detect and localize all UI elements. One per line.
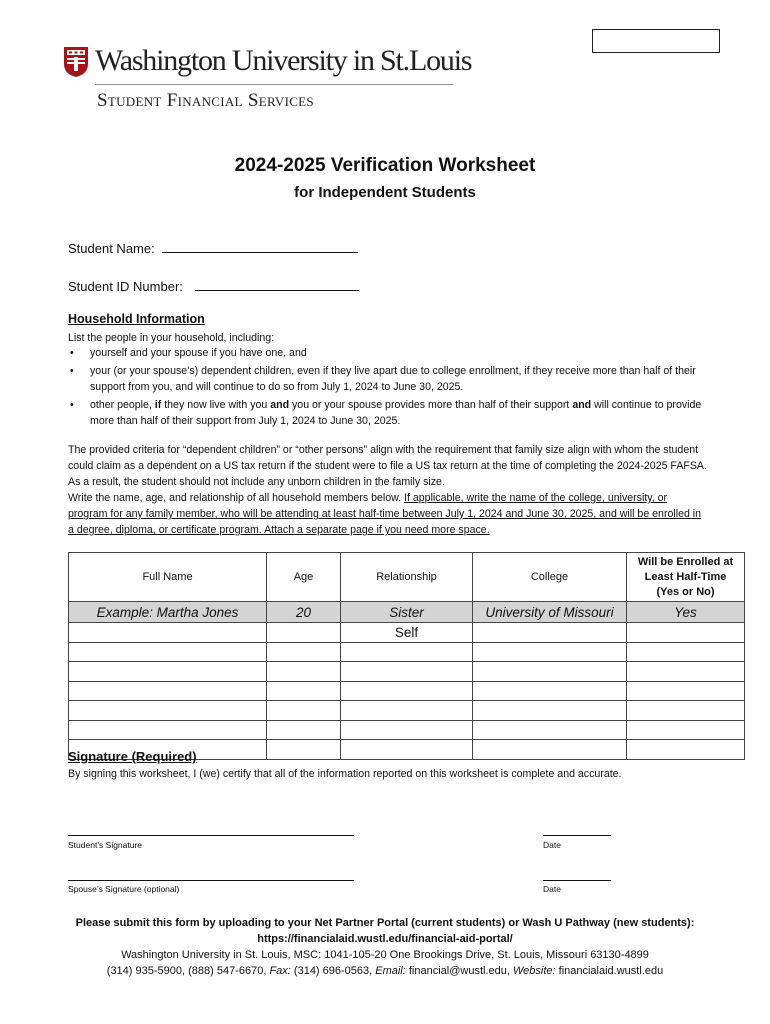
table-cell[interactable] [69, 681, 267, 701]
household-instructions [68, 442, 708, 538]
col-full-name: Full Name [69, 553, 267, 602]
table-cell[interactable] [473, 701, 627, 721]
table-cell[interactable] [267, 701, 341, 721]
table-cell[interactable] [267, 720, 341, 740]
table-cell: Example: Martha Jones [69, 602, 267, 623]
household-bullets [68, 345, 708, 431]
table-cell[interactable] [69, 720, 267, 740]
table-row [69, 701, 745, 721]
website-link[interactable]: financialaid.wustl.edu [555, 965, 664, 977]
table-cell[interactable] [267, 681, 341, 701]
contact-line: (314) 935-5900, (888) 547-6670, Fax: (314) 696-0563, Email: financial@wustl.edu, Website: financialaid.wustl.edu [106, 965, 664, 977]
spouse-signature-label: Spouse’s Signature (optional) [68, 884, 180, 894]
email-link[interactable]: financial@wustl.edu, [405, 965, 513, 977]
col-age: Age [267, 553, 341, 602]
office-use-box [592, 29, 720, 53]
certify-text: By signing this worksheet, I (we) certify that all of the information reported on this worksheet is complete and accurate. [68, 768, 622, 780]
col-college: College [473, 553, 627, 602]
table-cell[interactable] [267, 740, 341, 760]
table-cell[interactable] [473, 720, 627, 740]
student-id-label: Student ID Number: [68, 279, 183, 294]
table-cell: Yes [627, 602, 745, 623]
university-name: Washington University in St.Louis [95, 44, 472, 77]
table-header-row [69, 553, 745, 602]
portal-link[interactable]: https://financialaid.wustl.edu/financial-aid-portal/ [257, 933, 513, 945]
department-name: Student Financial Services [97, 90, 314, 111]
table-cell: 20 [267, 602, 341, 623]
spouse-date-line[interactable] [543, 880, 611, 881]
footer [0, 915, 770, 979]
student-date-line[interactable] [543, 835, 611, 836]
student-id-row [68, 276, 359, 294]
table-cell[interactable] [341, 642, 473, 662]
logo-divider [95, 84, 453, 85]
table-cell[interactable] [341, 720, 473, 740]
table-row [69, 720, 745, 740]
table-cell: University of Missouri [473, 602, 627, 623]
table-cell[interactable] [627, 740, 745, 760]
student-date-label: Date [543, 840, 561, 850]
table-cell[interactable] [473, 642, 627, 662]
submit-instructions: Please submit this form by uploading to your Net Partner Portal (current students) or Wash U Pathway (new students): [75, 917, 695, 929]
table-cell[interactable] [69, 623, 267, 643]
table-cell[interactable] [627, 662, 745, 682]
table-cell[interactable] [341, 701, 473, 721]
example-row [69, 602, 745, 623]
student-signature-line[interactable] [68, 835, 354, 836]
student-name-label: Student Name: [68, 241, 155, 256]
criteria-paragraph: The provided criteria for “dependent children” or “other persons” align with the requirement that family size align with whom the student could claim as a dependent on a US tax return if the student were to file a US tax return at the time of completing the 2024-2025 FAFSA. As a result, the student should not include any unborn children in the family size. [68, 444, 707, 488]
table-cell[interactable] [69, 662, 267, 682]
spouse-date-label: Date [543, 884, 561, 894]
table-cell[interactable] [473, 681, 627, 701]
spouse-signature-line[interactable] [68, 880, 354, 881]
col-enrolled: Will be Enrolled at Least Half-Time (Yes or No) [627, 553, 745, 602]
address-line: Washington University in St. Louis, MSC: 1041-105-20 One Brookings Drive, St. Louis, Missouri 63130-4899 [121, 949, 649, 961]
table-cell[interactable] [627, 623, 745, 643]
table-row [69, 642, 745, 662]
table-cell[interactable] [341, 662, 473, 682]
page-subtitle: for Independent Students [294, 184, 476, 201]
table-cell[interactable] [341, 681, 473, 701]
table-cell[interactable] [627, 720, 745, 740]
table-cell[interactable] [627, 681, 745, 701]
student-name-field[interactable] [162, 238, 358, 253]
table-cell[interactable] [627, 642, 745, 662]
student-name-row [68, 238, 358, 256]
table-cell[interactable] [267, 623, 341, 643]
col-relationship: Relationship [341, 553, 473, 602]
table-cell[interactable] [267, 662, 341, 682]
table-cell[interactable] [341, 740, 473, 760]
table-cell[interactable] [473, 662, 627, 682]
page-title: 2024-2025 Verification Worksheet [234, 155, 536, 176]
household-heading: Household Information [68, 312, 205, 326]
table-cell[interactable] [267, 642, 341, 662]
household-intro: List the people in your household, including: [68, 332, 275, 344]
table-cell[interactable] [473, 623, 627, 643]
table-row [69, 681, 745, 701]
table-cell[interactable] [473, 740, 627, 760]
household-table [68, 552, 745, 760]
table-row [69, 662, 745, 682]
list-item: • your (or your spouse’s) dependent children, even if they live apart due to college enrollment, if they receive more than half of their support from you, and will continue to do so from July 1, 2024 to June 30, 2025. [68, 363, 708, 395]
table-cell: Self [341, 623, 473, 643]
student-id-field[interactable] [195, 276, 359, 291]
table-cell[interactable] [627, 701, 745, 721]
signature-heading: Signature (Required) [68, 749, 197, 764]
student-signature-label: Student’s Signature [68, 840, 143, 850]
list-item: • yourself and your spouse if you have one, and [68, 345, 708, 361]
university-logo [63, 44, 472, 114]
write-paragraph: Write the name, age, and relationship of all household members below. If applicable, write the name of the college, university, or program for any family member, who will be attending at least half-time between July 1, 2024 and June 30, 2025, and will be enrolled in a degree, diploma, or certificate program. Attach a separate page if you need more space. [68, 492, 702, 536]
list-item: • other people, if they now live with you and you or your spouse provides more than half of their support and will continue to provide more than half of their support from July 1, 2024 to June 30, 2025. [68, 397, 708, 429]
table-row [69, 623, 745, 643]
table-cell[interactable] [69, 642, 267, 662]
university-seal-icon [63, 46, 89, 78]
table-cell: Sister [341, 602, 473, 623]
table-cell[interactable] [69, 701, 267, 721]
